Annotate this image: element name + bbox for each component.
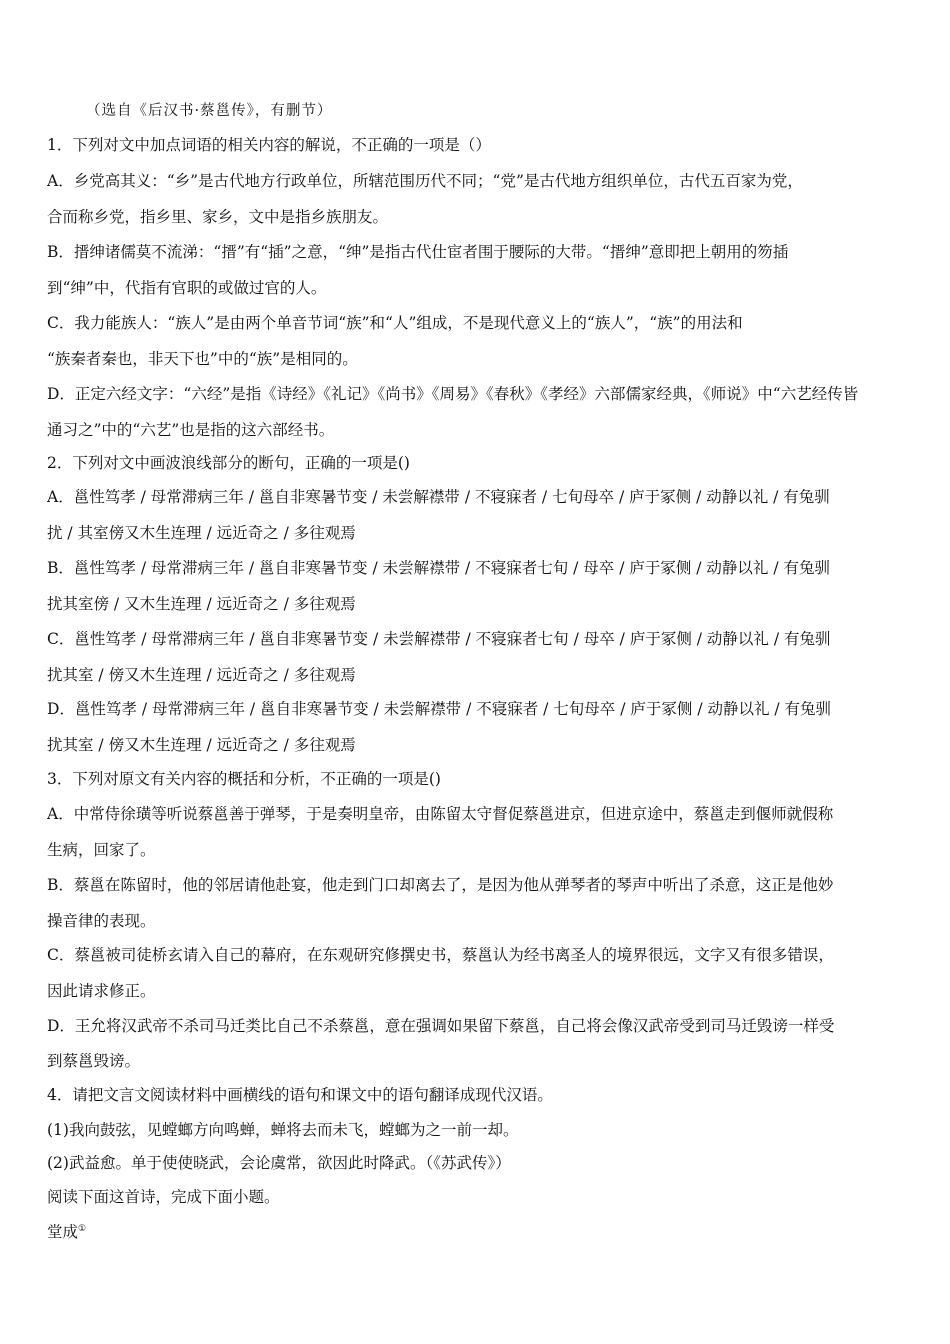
question-2-option-c-cont: 扰其室 / 傍又木生连理 / 远近奇之 / 多往观焉 bbox=[47, 666, 356, 684]
question-3-option-c: C．蔡邕被司徒桥玄请入自己的幕府，在东观研究修撰史书，蔡邕认为经书离圣人的境界很远，文字又有很多错误， bbox=[47, 946, 834, 964]
question-3-option-a: A．中常侍徐璜等听说蔡邕善于弹琴，于是奏明皇帝，由陈留太守督促蔡邕进京，但进京途中，蔡邕走到偃师就假称 bbox=[47, 805, 834, 823]
question-1-stem: 1．下列对文中加点词语的相关内容的解说，不正确的一项是（） bbox=[47, 136, 491, 154]
source-note: （选自《后汉书·蔡邕传》，有删节） bbox=[86, 103, 333, 119]
question-3-option-a-cont: 生病，回家了。 bbox=[47, 841, 156, 859]
poem-title-footnote-mark: ① bbox=[78, 1224, 87, 1234]
question-3-option-d-cont: 到蔡邕毁谤。 bbox=[47, 1052, 141, 1070]
question-1-option-b: B．搢绅诸儒莫不流涕：“搢”有“插”之意，“绅”是指古代仕宦者围于腰际的大带。“搢绅”意即把上朝用的笏插 bbox=[47, 243, 789, 261]
question-1-option-d-cont: 通习之”中的“六艺”也是指的这六部经书。 bbox=[47, 421, 335, 439]
question-1-option-a-cont: 合而称乡党，指乡里、家乡，文中是指乡族朋友。 bbox=[47, 208, 389, 226]
question-2-option-d-cont: 扰其室 / 傍又木生连理 / 远近奇之 / 多往观焉 bbox=[47, 736, 356, 754]
question-3-option-b-cont: 操音律的表现。 bbox=[47, 912, 156, 930]
poem-title bbox=[47, 1218, 907, 1243]
question-2-option-a: A．邕性笃孝 / 母常滞病三年 / 邕自非寒暑节变 / 未尝解襟带 / 不寝寐者 / 七旬母卒 / 庐于冢侧 / 动静以礼 / 有兔驯 bbox=[47, 488, 830, 506]
question-4-stem: 4．请把文言文阅读材料中画横线的语句和课文中的语句翻译成现代汉语。 bbox=[47, 1086, 553, 1104]
question-2-option-a-cont: 扰 / 其室傍又木生连理 / 远近奇之 / 多往观焉 bbox=[47, 524, 356, 542]
question-2-option-b-cont: 扰其室傍 / 又木生连理 / 远近奇之 / 多往观焉 bbox=[47, 595, 356, 613]
question-1-option-c: C．我力能族人：“族人”是由两个单音节词“族”和“人”组成，不是现代意义上的“族人”，“族”的用法和 bbox=[47, 314, 743, 332]
question-2-option-b: B．邕性笃孝 / 母常滞病三年 / 邕自非寒暑节变 / 未尝解襟带 / 不寝寐者七旬 / 母卒 / 庐于冢侧 / 动静以礼 / 有兔驯 bbox=[47, 559, 831, 577]
poem-title-text: 堂成 bbox=[47, 1223, 79, 1241]
question-4-item-2: (2)武益愈。单于使使晓武，会论虞常，欲因此时降武。（《苏武传》） bbox=[47, 1154, 511, 1172]
question-4-item-1: (1)我向鼓弦，见螳螂方向鸣蝉，蝉将去而未飞，螳螂为之一前一却。 bbox=[47, 1121, 519, 1139]
question-2-option-d: D．邕性笃孝 / 母常滞病三年 / 邕自非寒暑节变 / 未尝解襟带 / 不寝寐者 / 七旬母卒 / 庐于冢侧 / 动静以礼 / 有兔驯 bbox=[47, 700, 832, 718]
question-3-option-c-cont: 因此请求修正。 bbox=[47, 982, 156, 1000]
question-1-option-c-cont: “族秦者秦也，非天下也”中的“族”是相同的。 bbox=[47, 350, 358, 368]
question-2-option-c: C．邕性笃孝 / 母常滞病三年 / 邕自非寒暑节变 / 未尝解襟带 / 不寝寐者七旬 / 母卒 / 庐于冢侧 / 动静以礼 / 有兔驯 bbox=[47, 630, 831, 648]
question-2-stem: 2．下列对文中画波浪线部分的断句，正确的一项是() bbox=[47, 454, 410, 472]
question-1-option-a: A．乡党高其义：“乡”是古代地方行政单位，所辖范围历代不同；“党”是古代地方组织单位，古代五百家为党， bbox=[47, 172, 803, 190]
question-3-option-b: B．蔡邕在陈留时，他的邻居请他赴宴，他走到门口却离去了，是因为他从弹琴者的琴声中听出了杀意，这正是他妙 bbox=[47, 876, 834, 894]
question-1-option-b-cont: 到“绅”中，代指有官职的或做过官的人。 bbox=[47, 279, 327, 297]
question-1-option-d: D．正定六经文字：“六经”是指《诗经》《礼记》《尚书》《周易》《春秋》《孝经》六部儒家经典，《师说》中“六艺经传皆 bbox=[47, 385, 859, 403]
question-3-stem: 3．下列对原文有关内容的概括和分析，不正确的一项是() bbox=[47, 770, 441, 788]
poem-instruction: 阅读下面这首诗，完成下面小题。 bbox=[47, 1188, 280, 1206]
question-3-option-d: D．王允将汉武帝不杀司马迁类比自己不杀蔡邕，意在强调如果留下蔡邕，自己将会像汉武帝受到司马迁毁谤一样受 bbox=[47, 1017, 835, 1035]
